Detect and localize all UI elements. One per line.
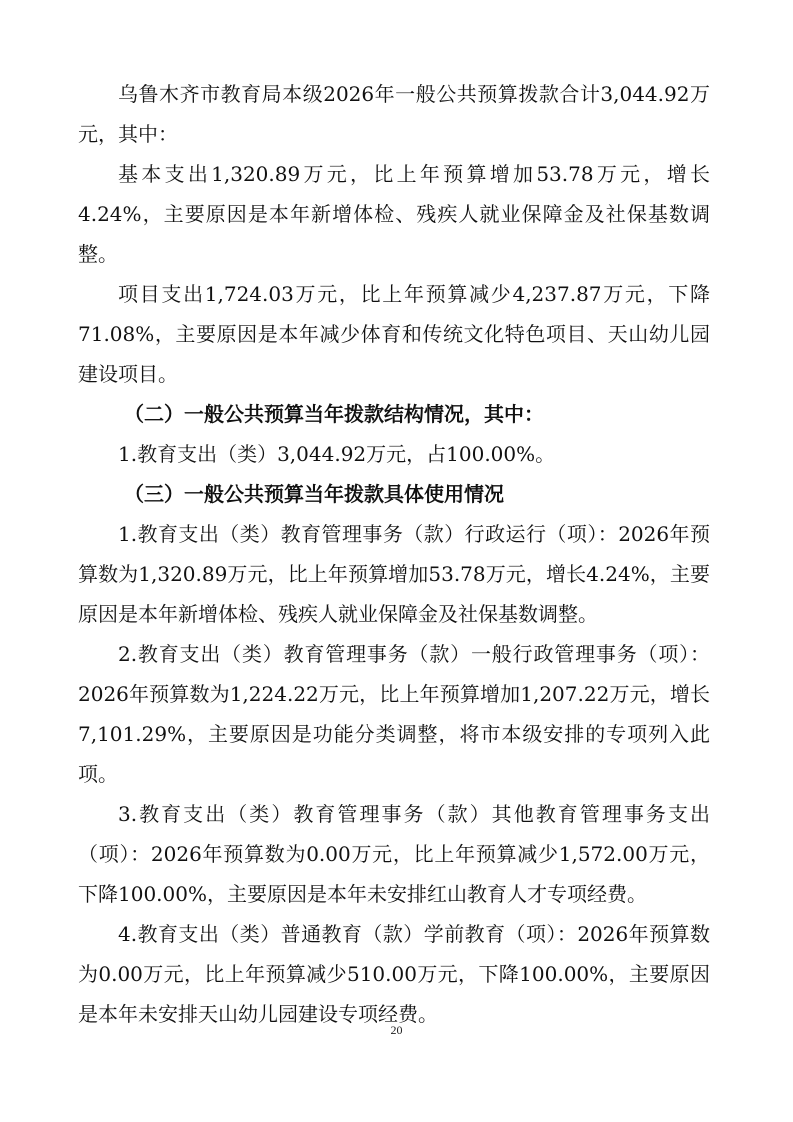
paragraph-project-expenditure: 项目支出1,724.03万元，比上年预算减少4,237.87万元，下降71.08%，主要原因是本年减少体育和传统文化特色项目、天山幼儿园建设项目。 <box>78 282 710 386</box>
section-heading-structure-text: （二）一般公共预算当年拨款结构情况，其中： <box>124 402 544 426</box>
paragraph-total-allocation: 乌鲁木齐市教育局本级2026年一般公共预算拨款合计3,044.92万元，其中： <box>78 82 710 146</box>
section-heading-structure <box>78 394 710 434</box>
section-heading-usage <box>78 474 710 514</box>
paragraph-item-3: 3.教育支出（类）教育管理事务（款）其他教育管理事务支出（项）：2026年预算数为0.00万元，比上年预算减少1,572.00万元，下降100.00%，主要原因是本年未安排红山教育人才专项经费。 <box>78 802 710 906</box>
paragraph-item-2: 2.教育支出（类）教育管理事务（款）一般行政管理事务（项）：2026年预算数为1,224.22万元，比上年预算增加1,207.22万元，增长7,101.29%，主要原因是功能分类调整，将市本级安排的专项列入此项。 <box>78 642 710 786</box>
section-heading-usage-text: （三）一般公共预算当年拨款具体使用情况 <box>124 482 504 506</box>
document-page <box>78 74 710 1034</box>
paragraph-education-share: 1.教育支出（类）3,044.92万元，占100.00%。 <box>118 442 556 466</box>
paragraph-item-4: 4.教育支出（类）普通教育（款）学前教育（项）：2026年预算数为0.00万元，比上年预算减少510.00万元，下降100.00%，主要原因是本年未安排天山幼儿园建设专项经费。 <box>78 922 710 1026</box>
paragraph-item-1: 1.教育支出（类）教育管理事务（款）行政运行（项）：2026年预算数为1,320.89万元，比上年预算增加53.78万元，增长4.24%，主要原因是本年新增体检、残疾人就业保障金及社保基数调整。 <box>78 522 710 626</box>
paragraph-basic-expenditure: 基本支出1,320.89万元，比上年预算增加53.78万元，增长4.24%，主要原因是本年新增体检、残疾人就业保障金及社保基数调整。 <box>78 162 710 266</box>
page-number: 20 <box>390 1023 403 1037</box>
